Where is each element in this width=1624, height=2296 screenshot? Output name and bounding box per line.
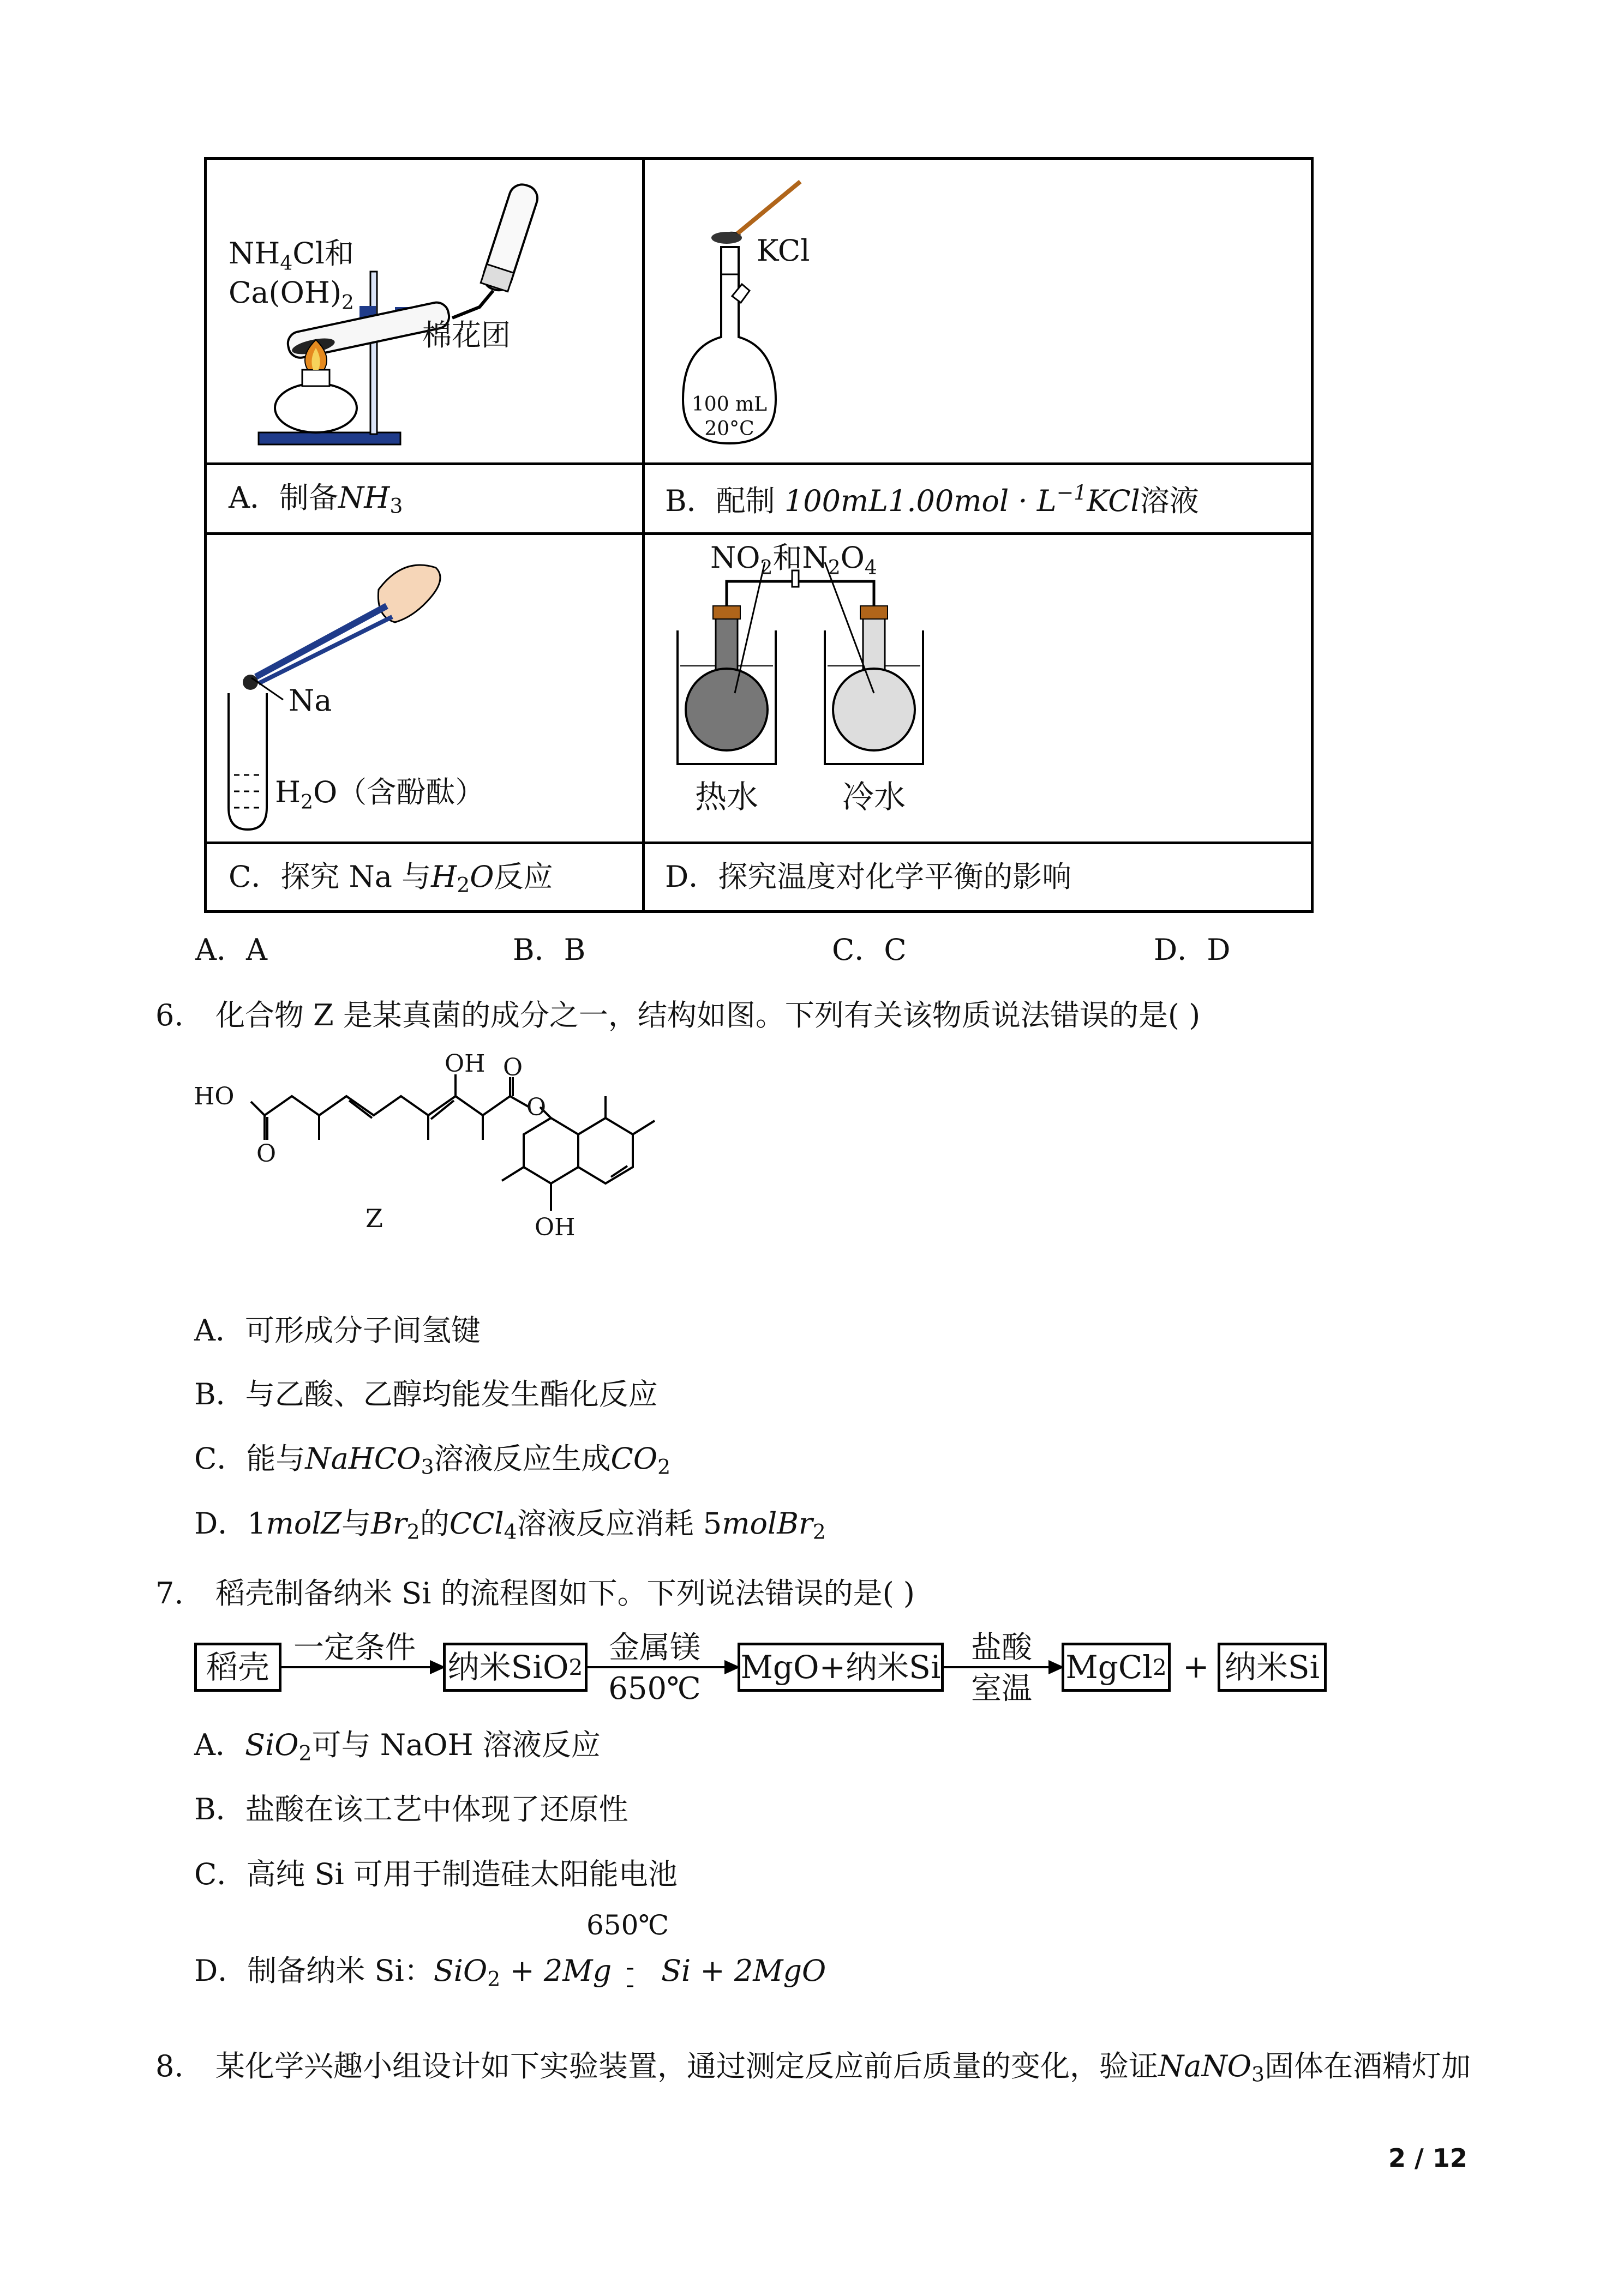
label-nh4cl: NH xyxy=(229,236,280,271)
label-oh-bottom: OH xyxy=(535,1213,576,1241)
label-o-ester: O xyxy=(526,1093,547,1121)
flow-arrows xyxy=(0,1625,1624,1712)
label-cold-water: 冷水 xyxy=(842,778,906,815)
label-h2o: H xyxy=(275,775,301,809)
label-o-carbonyl: O xyxy=(256,1140,277,1168)
q5-caption-c: C．探究 Na 与$H_2O$反应 xyxy=(229,860,553,897)
label-hot-water: 热水 xyxy=(694,778,759,815)
q6-option-d: D．1molZ与$Br_2$的CCl$_4$溶液反应消耗 5molBr$_2$ xyxy=(194,1506,826,1544)
q5-caption-a: A．制备$NH_3$ xyxy=(229,480,403,518)
q7-option-c: C．高纯 Si 可用于制造硅太阳能电池 xyxy=(194,1857,678,1891)
q5-option-d: D．D xyxy=(1154,933,1231,967)
label-ho: HO xyxy=(194,1083,235,1110)
label-o-top: O xyxy=(503,1054,523,1081)
reaction-arrow-mark xyxy=(619,1958,641,1996)
label-cotton: 棉花团 xyxy=(422,318,511,352)
label-caoh2: Ca(OH) xyxy=(229,275,342,310)
flask-temp-label: 20°C xyxy=(704,418,754,440)
flow-box-rice-husk: 稻壳 xyxy=(194,1643,281,1692)
label-kcl: KCl xyxy=(757,233,810,268)
q5-option-a: A．A xyxy=(195,933,267,967)
flow-box-nano-sio2: 纳米SiO 2 xyxy=(443,1643,588,1692)
q8-stem: 某化学兴趣小组设计如下实验装置，通过测定反应前后质量的变化，验证NaNO$_3$固体在酒精灯加 xyxy=(215,2049,1471,2087)
q7-reaction-condition: 650℃ xyxy=(586,1909,669,1941)
q7-stem: 稻壳制备纳米 Si 的流程图如下。下列说法错误的是( ) xyxy=(215,1576,915,1610)
q5-apparatus-table xyxy=(204,157,1314,913)
q7-option-d-rhs: Si + 2MgO xyxy=(661,1954,826,1988)
q5-caption-d: D．探究温度对化学平衡的影响 xyxy=(665,860,1072,894)
q5-caption-b: B．配制 $100mL1.00mol \cdot L^{-1}KCl$溶液 xyxy=(665,480,1199,518)
compound-z-structure xyxy=(191,1053,682,1293)
arrow3-reagent: 盐酸 xyxy=(971,1630,1032,1666)
svg-text:NH4Cl和: $NH_4Cl$和 xyxy=(229,236,354,275)
table-row-divider xyxy=(207,842,1311,844)
arrow2-reagent: 金属镁 xyxy=(609,1630,700,1666)
flask-volume-label: 100 mL xyxy=(691,393,768,416)
flow-plus: + xyxy=(1183,1648,1209,1685)
ammonia-setup-figure xyxy=(207,160,642,462)
table-row-divider xyxy=(207,462,1311,465)
label-oh-top: OH xyxy=(445,1053,486,1078)
page-number: 2 / 12 xyxy=(1388,2143,1467,2173)
q7-option-a: A．SiO$_2$可与 NaOH 溶液反应 xyxy=(194,1728,601,1765)
svg-text:NO2和N2O4: $NO_2$和$N_2O_4$ xyxy=(710,540,877,579)
q7-option-b: B．盐酸在该工艺中体现了还原性 xyxy=(194,1792,628,1826)
no2-n2o4-equilibrium-figure xyxy=(645,535,1314,842)
flow-box-mgcl2: MgCl 2 xyxy=(1062,1643,1171,1692)
sodium-water-figure xyxy=(207,535,642,842)
label-na: Na xyxy=(289,683,332,718)
q6-option-a: A．可形成分子间氢键 xyxy=(194,1313,481,1348)
q7-option-d: D．制备纳米 Si：SiO$_2$ + 2Mg xyxy=(194,1954,612,1991)
svg-text:Ca(OH)2: $Ca(OH)_2$ xyxy=(229,275,354,314)
svg-text:H2O（含酚酞）: $H_2O$（含酚酞） xyxy=(275,775,485,814)
flow-box-nano-si: 纳米Si xyxy=(1218,1643,1327,1692)
arrow3-temperature: 室温 xyxy=(971,1671,1032,1706)
arrow1-condition: 一定条件 xyxy=(293,1630,416,1666)
q6-stem: 化合物 Z 是某真菌的成分之一，结构如图。下列有关该物质说法错误的是( ) xyxy=(215,998,1201,1032)
arrow2-temperature: 650℃ xyxy=(608,1671,701,1706)
volumetric-flask-figure xyxy=(645,160,1314,462)
label-no2-n2o4: NO xyxy=(710,540,760,575)
q6-number: 6. xyxy=(155,998,184,1032)
q6-option-b: B．与乙酸、乙醇均能发生酯化反应 xyxy=(194,1377,658,1411)
q5-option-c: C．C xyxy=(832,933,907,967)
flow-box-mgo-si: MgO+纳米Si xyxy=(738,1643,944,1692)
q8-number: 8. xyxy=(155,2049,184,2083)
q7-number: 7. xyxy=(155,1576,184,1610)
q5-option-b: B．B xyxy=(513,933,586,967)
compound-name-z: Z xyxy=(365,1204,383,1233)
q6-option-c: C．能与NaHCO$_3$溶液反应生成$CO_2$ xyxy=(194,1441,671,1479)
